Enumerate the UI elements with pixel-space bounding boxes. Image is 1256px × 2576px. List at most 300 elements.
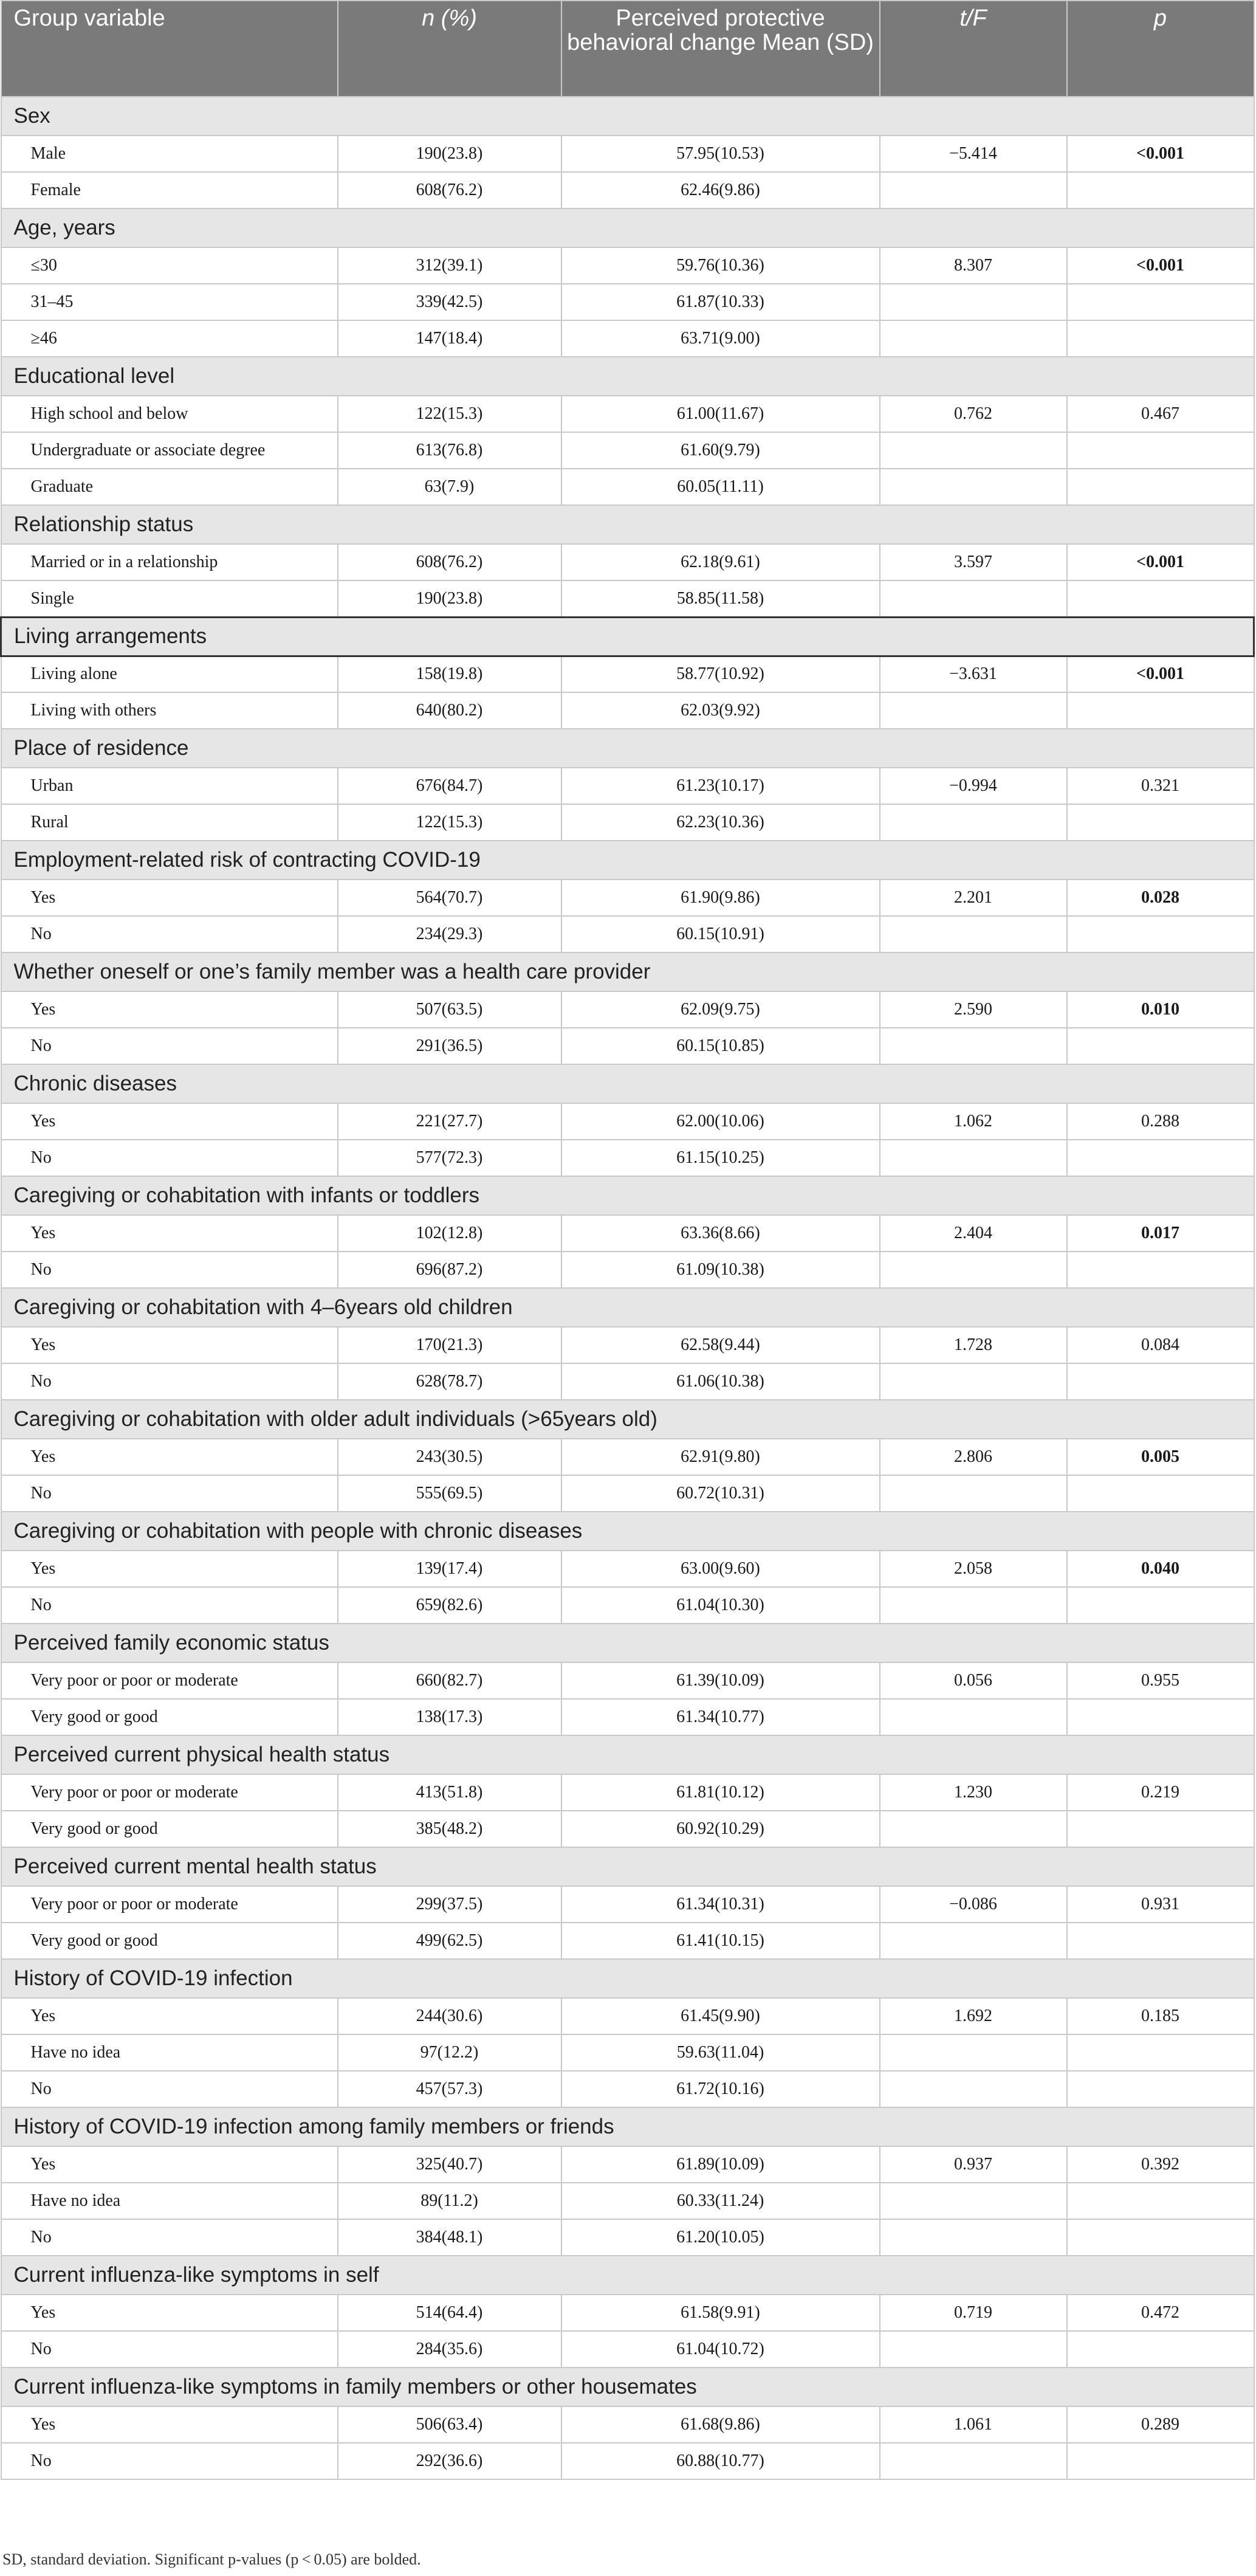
cell-t-f [880,172,1067,208]
cell-p-value [1067,1923,1254,1959]
group-label: Educational level [1,357,1254,396]
table-row [1,692,1254,729]
group-row [1,357,1254,396]
cell-t-f: 1.062 [880,1103,1067,1140]
cell-n-percent: 325(40.7) [338,2146,561,2183]
cell-p-value: 0.028 [1067,880,1254,916]
cell-mean-sd: 61.39(10.09) [561,1662,880,1699]
table-row [1,1998,1254,2034]
cell-mean-sd: 61.81(10.12) [561,1774,880,1811]
cell-t-f: 1.728 [880,1327,1067,1363]
group-row [1,1735,1254,1774]
row-label: Rural [1,804,338,841]
cell-n-percent: 122(15.3) [338,396,561,432]
cell-p-value: 0.289 [1067,2406,1254,2443]
cell-n-percent: 608(76.2) [338,544,561,580]
cell-t-f [880,2331,1067,2368]
table-row [1,432,1254,469]
cell-n-percent: 170(21.3) [338,1327,561,1363]
cell-t-f: 8.307 [880,247,1067,284]
cell-p-value [1067,1028,1254,1064]
row-label: Living alone [1,656,338,692]
table-row [1,1363,1254,1400]
row-label: Very poor or poor or moderate [1,1886,338,1923]
cell-p-value [1067,432,1254,469]
cell-p-value: <0.001 [1067,544,1254,580]
row-label: Single [1,580,338,617]
cell-p-value [1067,284,1254,320]
group-label: Caregiving or cohabitation with 4–6years old children [1,1288,1254,1327]
group-label: History of COVID-19 infection [1,1959,1254,1998]
cell-p-value: <0.001 [1067,656,1254,692]
cell-mean-sd: 60.88(10.77) [561,2443,880,2479]
row-label: No [1,1028,338,1064]
table-row [1,1551,1254,1587]
row-label: Yes [1,1439,338,1475]
cell-n-percent: 190(23.8) [338,580,561,617]
cell-mean-sd: 61.00(11.67) [561,396,880,432]
cell-t-f: 2.404 [880,1215,1067,1252]
row-label: Graduate [1,469,338,505]
table-row [1,396,1254,432]
cell-p-value [1067,1699,1254,1735]
group-row [1,2256,1254,2295]
cell-n-percent: 122(15.3) [338,804,561,841]
cell-n-percent: 284(35.6) [338,2331,561,2368]
group-label: Caregiving or cohabitation with older adult individuals (>65years old) [1,1400,1254,1439]
cell-t-f [880,1923,1067,1959]
cell-mean-sd: 57.95(10.53) [561,136,880,172]
cell-t-f: 0.056 [880,1662,1067,1699]
group-label: Caregiving or cohabitation with infants or toddlers [1,1176,1254,1215]
cell-t-f [880,1811,1067,1847]
table-row [1,1215,1254,1252]
cell-mean-sd: 60.92(10.29) [561,1811,880,1847]
group-row [1,1288,1254,1327]
group-label: History of COVID-19 infection among family members or friends [1,2107,1254,2146]
row-label: Undergraduate or associate degree [1,432,338,469]
table-row [1,880,1254,916]
row-label: Married or in a relationship [1,544,338,580]
group-row [1,1400,1254,1439]
cell-mean-sd: 63.00(9.60) [561,1551,880,1587]
group-label: Perceived current mental health status [1,1847,1254,1886]
cell-n-percent: 506(63.4) [338,2406,561,2443]
cell-mean-sd: 61.34(10.77) [561,1699,880,1735]
cell-n-percent: 147(18.4) [338,320,561,357]
cell-t-f: 3.597 [880,544,1067,580]
cell-n-percent: 564(70.7) [338,880,561,916]
cell-t-f: 0.762 [880,396,1067,432]
table-row [1,580,1254,617]
cell-p-value [1067,1363,1254,1400]
cell-p-value: <0.001 [1067,247,1254,284]
group-row [1,208,1254,247]
cell-n-percent: 102(12.8) [338,1215,561,1252]
cell-n-percent: 640(80.2) [338,692,561,729]
row-label: Living with others [1,692,338,729]
cell-mean-sd: 60.15(10.85) [561,1028,880,1064]
row-label: Yes [1,1103,338,1140]
group-row [1,1064,1254,1103]
cell-mean-sd: 61.90(9.86) [561,880,880,916]
cell-p-value [1067,2219,1254,2256]
cell-t-f [880,432,1067,469]
cell-p-value: 0.040 [1067,1551,1254,1587]
cell-t-f: −0.994 [880,768,1067,804]
row-label: Have no idea [1,2183,338,2219]
cell-p-value [1067,320,1254,357]
cell-mean-sd: 61.68(9.86) [561,2406,880,2443]
cell-mean-sd: 61.89(10.09) [561,2146,880,2183]
cell-n-percent: 312(39.1) [338,247,561,284]
cell-mean-sd: 60.05(11.11) [561,469,880,505]
cell-p-value [1067,2071,1254,2107]
row-label: Male [1,136,338,172]
table-row [1,1923,1254,1959]
cell-p-value [1067,1252,1254,1288]
cell-n-percent: 608(76.2) [338,172,561,208]
cell-p-value: 0.392 [1067,2146,1254,2183]
cell-p-value [1067,1140,1254,1176]
cell-mean-sd: 62.09(9.75) [561,991,880,1028]
cell-mean-sd: 61.87(10.33) [561,284,880,320]
table-row [1,2219,1254,2256]
group-label: Caregiving or cohabitation with people with chronic diseases [1,1512,1254,1551]
cell-p-value: 0.467 [1067,396,1254,432]
row-label: No [1,1587,338,1624]
cell-mean-sd: 61.09(10.38) [561,1252,880,1288]
table-row [1,1587,1254,1624]
cell-n-percent: 158(19.8) [338,656,561,692]
cell-n-percent: 577(72.3) [338,1140,561,1176]
cell-mean-sd: 63.71(9.00) [561,320,880,357]
cell-n-percent: 385(48.2) [338,1811,561,1847]
cell-mean-sd: 62.03(9.92) [561,692,880,729]
cell-n-percent: 507(63.5) [338,991,561,1028]
cell-p-value [1067,1587,1254,1624]
group-label: Current influenza-like symptoms in family members or other housemates [1,2368,1254,2406]
cell-t-f [880,692,1067,729]
cell-n-percent: 339(42.5) [338,284,561,320]
table-row [1,1327,1254,1363]
cell-p-value [1067,804,1254,841]
table-row [1,1811,1254,1847]
group-label: Place of residence [1,729,1254,768]
cell-mean-sd: 62.46(9.86) [561,172,880,208]
row-label: No [1,1140,338,1176]
cell-p-value: 0.288 [1067,1103,1254,1140]
row-label: Yes [1,2146,338,2183]
group-row [1,1959,1254,1998]
cell-n-percent: 243(30.5) [338,1439,561,1475]
cell-n-percent: 97(12.2) [338,2034,561,2071]
table-row [1,1028,1254,1064]
group-label: Relationship status [1,505,1254,544]
cell-mean-sd: 63.36(8.66) [561,1215,880,1252]
table-row [1,1439,1254,1475]
cell-t-f: 2.201 [880,880,1067,916]
cell-p-value [1067,2034,1254,2071]
row-label: No [1,916,338,952]
cell-n-percent: 660(82.7) [338,1662,561,1699]
cell-mean-sd: 61.45(9.90) [561,1998,880,2034]
group-label: Age, years [1,208,1254,247]
cell-p-value: 0.219 [1067,1774,1254,1811]
table-row [1,1662,1254,1699]
table-row [1,804,1254,841]
cell-n-percent: 234(29.3) [338,916,561,952]
cell-t-f: 2.058 [880,1551,1067,1587]
table-row [1,2146,1254,2183]
row-label: Yes [1,2406,338,2443]
table-row [1,2034,1254,2071]
cell-t-f [880,320,1067,357]
row-label: Very good or good [1,1923,338,1959]
cell-n-percent: 628(78.7) [338,1363,561,1400]
header-n-percent: n (%) [338,1,561,97]
table-row [1,136,1254,172]
cell-mean-sd: 61.34(10.31) [561,1886,880,1923]
cell-n-percent: 291(36.5) [338,1028,561,1064]
group-row [1,97,1254,136]
cell-n-percent: 499(62.5) [338,1923,561,1959]
cell-p-value [1067,469,1254,505]
table-row [1,544,1254,580]
table-footnote: SD, standard deviation. Significant p-values (p < 0.05) are bolded. [2,2550,421,2568]
group-label: Sex [1,97,1254,136]
cell-p-value [1067,1475,1254,1512]
cell-t-f [880,804,1067,841]
cell-n-percent: 299(37.5) [338,1886,561,1923]
cell-t-f [880,2034,1067,2071]
row-label: No [1,1363,338,1400]
row-label: Yes [1,1327,338,1363]
cell-mean-sd: 58.77(10.92) [561,656,880,692]
cell-p-value: <0.001 [1067,136,1254,172]
cell-p-value [1067,2183,1254,2219]
table-header-row [1,1,1254,97]
cell-mean-sd: 61.58(9.91) [561,2295,880,2331]
cell-t-f [880,2219,1067,2256]
table-row [1,172,1254,208]
cell-mean-sd: 61.15(10.25) [561,1140,880,1176]
header-mean-sd: Perceived protective behavioral change Mean (SD) [561,1,880,97]
group-row [1,505,1254,544]
row-label: ≤30 [1,247,338,284]
cell-t-f [880,284,1067,320]
cell-n-percent: 384(48.1) [338,2219,561,2256]
row-label: Yes [1,1551,338,1587]
cell-p-value [1067,2443,1254,2479]
cell-t-f [880,1140,1067,1176]
cell-t-f [880,1363,1067,1400]
group-row [1,1176,1254,1215]
table-body [1,97,1254,2479]
group-row [1,617,1254,656]
row-label: Yes [1,991,338,1028]
cell-p-value: 0.084 [1067,1327,1254,1363]
cell-p-value: 0.472 [1067,2295,1254,2331]
row-label: Yes [1,1998,338,2034]
cell-t-f: −3.631 [880,656,1067,692]
cell-n-percent: 221(27.7) [338,1103,561,1140]
row-label: No [1,2331,338,2368]
cell-mean-sd: 61.04(10.72) [561,2331,880,2368]
group-label: Living arrangements [1,617,1254,656]
cell-p-value: 0.010 [1067,991,1254,1028]
table-row [1,991,1254,1028]
row-label: ≥46 [1,320,338,357]
cell-n-percent: 89(11.2) [338,2183,561,2219]
row-label: No [1,1475,338,1512]
cell-t-f: −5.414 [880,136,1067,172]
cell-t-f: 2.806 [880,1439,1067,1475]
row-label: Yes [1,1215,338,1252]
header-t-f: t/F [880,1,1067,97]
group-label: Employment-related risk of contracting COVID-19 [1,841,1254,880]
cell-t-f [880,469,1067,505]
cell-mean-sd: 61.04(10.30) [561,1587,880,1624]
group-label: Perceived current physical health status [1,1735,1254,1774]
row-label: No [1,2443,338,2479]
cell-n-percent: 63(7.9) [338,469,561,505]
header-p: p [1067,1,1254,97]
row-label: Yes [1,880,338,916]
row-label: Have no idea [1,2034,338,2071]
cell-t-f [880,2183,1067,2219]
cell-mean-sd: 62.58(9.44) [561,1327,880,1363]
table-row [1,1103,1254,1140]
row-label: Yes [1,2295,338,2331]
cell-n-percent: 138(17.3) [338,1699,561,1735]
cell-p-value [1067,2331,1254,2368]
cell-p-value: 0.955 [1067,1662,1254,1699]
cell-n-percent: 190(23.8) [338,136,561,172]
cell-t-f: −0.086 [880,1886,1067,1923]
row-label: Very poor or poor or moderate [1,1774,338,1811]
cell-n-percent: 292(36.6) [338,2443,561,2479]
cell-p-value [1067,580,1254,617]
cell-t-f [880,1587,1067,1624]
cell-mean-sd: 60.33(11.24) [561,2183,880,2219]
cell-t-f [880,1252,1067,1288]
table-row [1,1774,1254,1811]
cell-n-percent: 413(51.8) [338,1774,561,1811]
row-label: No [1,2219,338,2256]
table-row [1,2295,1254,2331]
table-row [1,247,1254,284]
cell-n-percent: 676(84.7) [338,768,561,804]
cell-mean-sd: 62.91(9.80) [561,1439,880,1475]
group-row [1,1847,1254,1886]
row-label: Very good or good [1,1811,338,1847]
cell-t-f [880,2071,1067,2107]
cell-mean-sd: 60.15(10.91) [561,916,880,952]
group-row [1,729,1254,768]
cell-n-percent: 244(30.6) [338,1998,561,2034]
table-row [1,2183,1254,2219]
row-label: No [1,1252,338,1288]
row-label: Very good or good [1,1699,338,1735]
cell-p-value [1067,916,1254,952]
row-label: High school and below [1,396,338,432]
header-group-variable: Group variable [1,1,338,97]
cell-p-value: 0.931 [1067,1886,1254,1923]
cell-p-value: 0.017 [1067,1215,1254,1252]
cell-t-f [880,916,1067,952]
group-label: Whether oneself or one’s family member was a health care provider [1,952,1254,991]
cell-p-value [1067,692,1254,729]
cell-p-value: 0.185 [1067,1998,1254,2034]
cell-n-percent: 457(57.3) [338,2071,561,2107]
cell-t-f [880,580,1067,617]
cell-p-value [1067,172,1254,208]
cell-t-f [880,1028,1067,1064]
cell-mean-sd: 58.85(11.58) [561,580,880,617]
cell-t-f: 1.230 [880,1774,1067,1811]
cell-mean-sd: 61.60(9.79) [561,432,880,469]
table-row [1,656,1254,692]
table-row [1,1252,1254,1288]
cell-mean-sd: 62.18(9.61) [561,544,880,580]
cell-n-percent: 696(87.2) [338,1252,561,1288]
cell-mean-sd: 62.23(10.36) [561,804,880,841]
cell-p-value [1067,1811,1254,1847]
table-row [1,916,1254,952]
table-row [1,1140,1254,1176]
cell-t-f [880,1475,1067,1512]
cell-p-value: 0.005 [1067,1439,1254,1475]
cell-mean-sd: 59.76(10.36) [561,247,880,284]
cell-t-f [880,1699,1067,1735]
cell-t-f: 0.937 [880,2146,1067,2183]
table-row [1,469,1254,505]
table-row [1,320,1254,357]
cell-mean-sd: 61.06(10.38) [561,1363,880,1400]
cell-mean-sd: 62.00(10.06) [561,1103,880,1140]
cell-mean-sd: 59.63(11.04) [561,2034,880,2071]
group-row [1,952,1254,991]
table-row [1,1475,1254,1512]
table-row [1,1699,1254,1735]
row-label: Urban [1,768,338,804]
cell-t-f: 1.061 [880,2406,1067,2443]
table-row [1,2406,1254,2443]
table-row [1,1886,1254,1923]
group-row [1,1624,1254,1662]
group-row [1,841,1254,880]
cell-n-percent: 139(17.4) [338,1551,561,1587]
row-label: Female [1,172,338,208]
table-row [1,2071,1254,2107]
group-label: Chronic diseases [1,1064,1254,1103]
group-row [1,2107,1254,2146]
table-row [1,2443,1254,2479]
group-label: Current influenza-like symptoms in self [1,2256,1254,2295]
cell-mean-sd: 61.41(10.15) [561,1923,880,1959]
cell-mean-sd: 60.72(10.31) [561,1475,880,1512]
cell-t-f: 1.692 [880,1998,1067,2034]
table-row [1,768,1254,804]
table-row [1,2331,1254,2368]
row-label: 31–45 [1,284,338,320]
group-label: Perceived family economic status [1,1624,1254,1662]
row-label: No [1,2071,338,2107]
cell-t-f: 2.590 [880,991,1067,1028]
table-row [1,284,1254,320]
cell-mean-sd: 61.23(10.17) [561,768,880,804]
